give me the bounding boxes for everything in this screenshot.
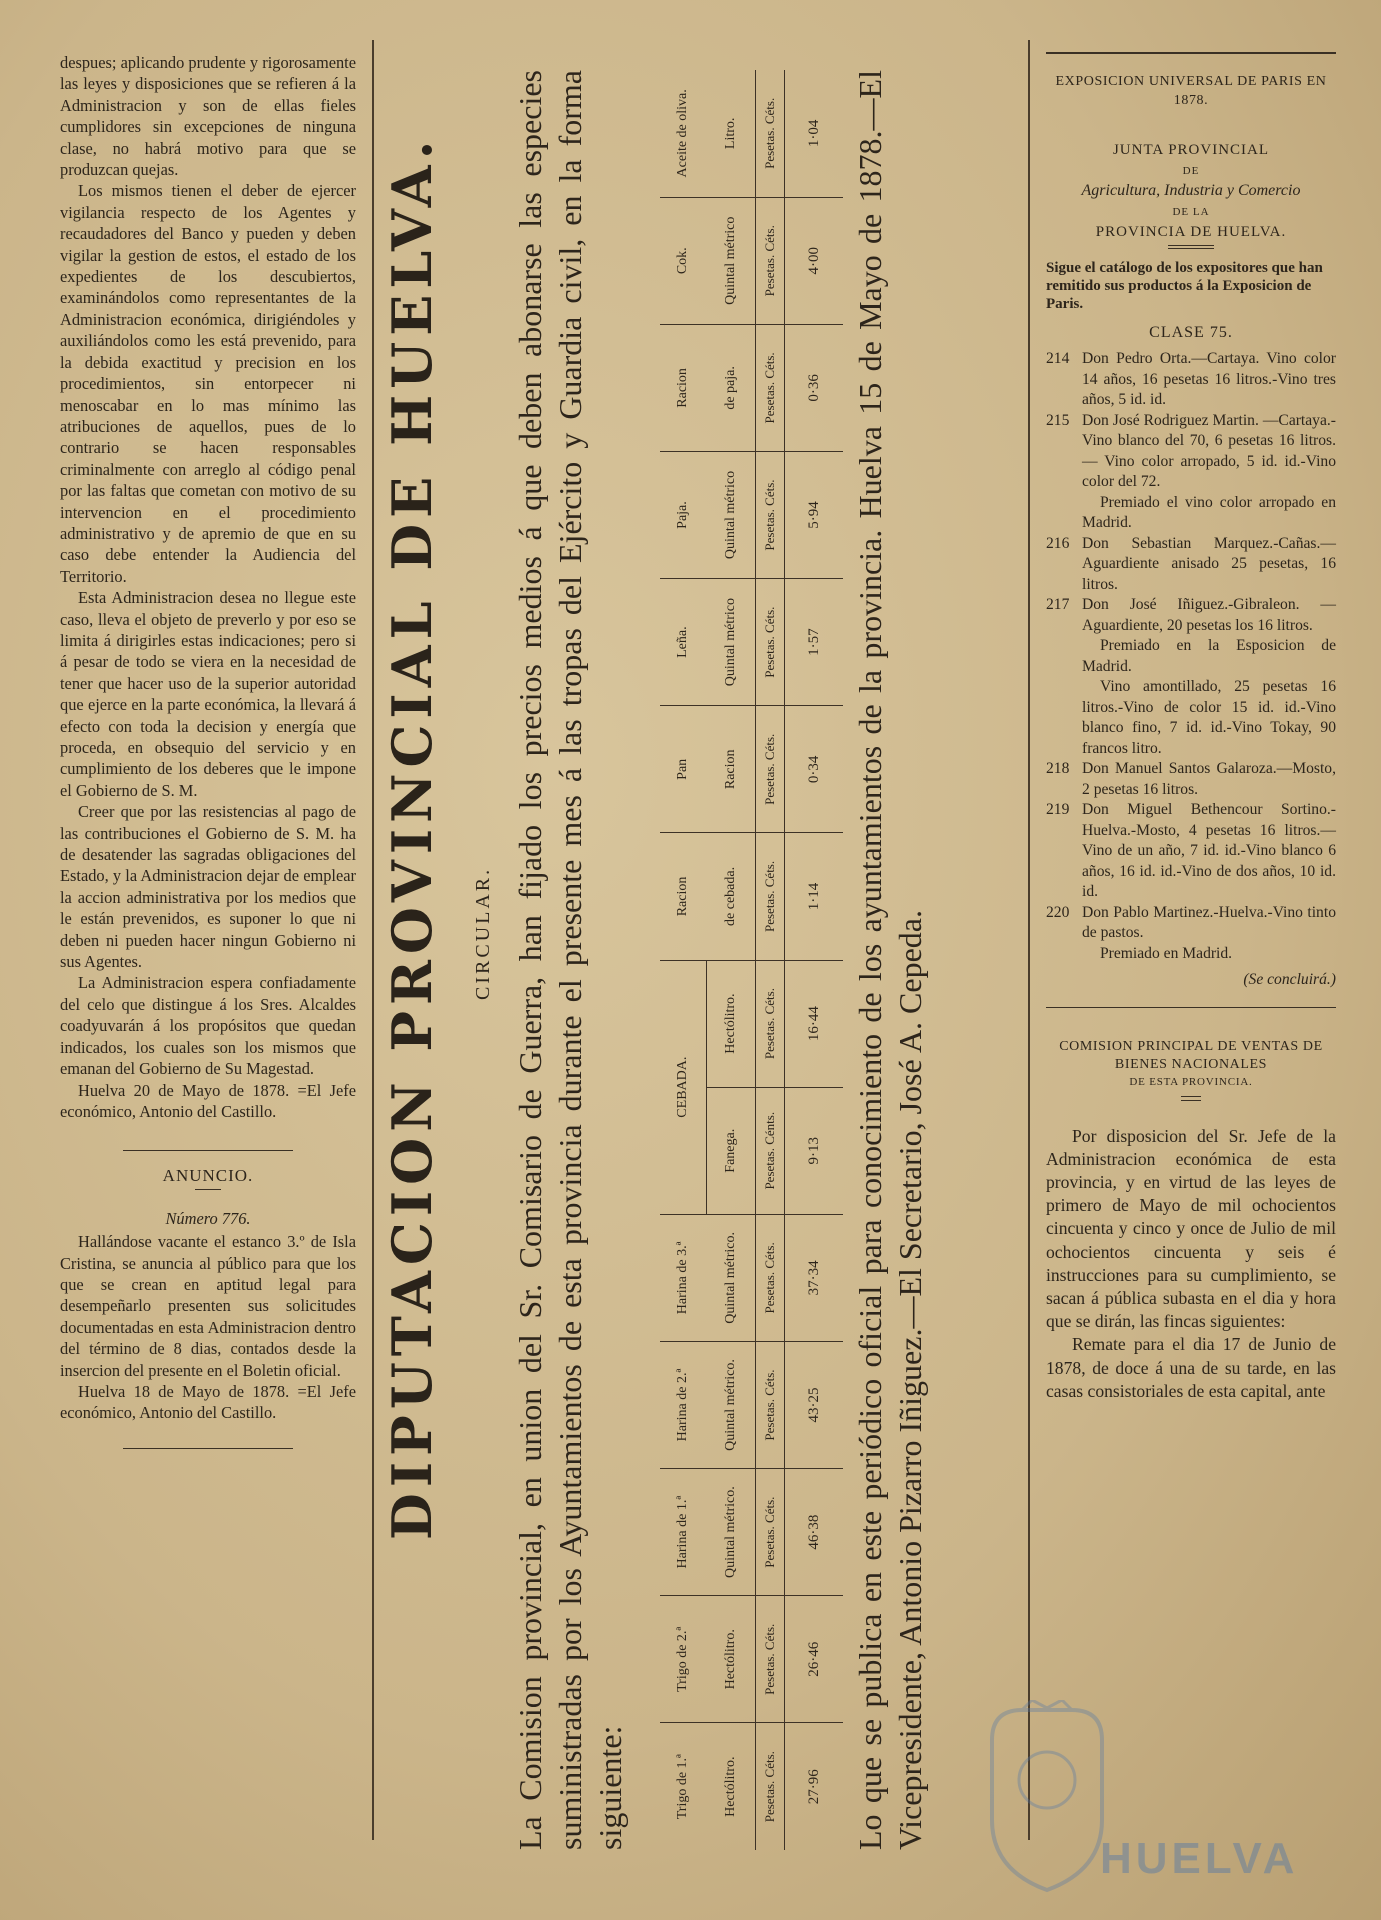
table-subheader: Pesetas. Céts. <box>756 70 785 197</box>
table-cell: 43·25 <box>785 1341 844 1468</box>
watermark-text: HUELVA <box>1100 1834 1299 1883</box>
entry-text: Don Pablo Martinez.-Huelva.-Vino tinto de pastos. <box>1082 903 1336 941</box>
entry-number: 214 <box>1046 350 1070 367</box>
signature: Huelva 20 de Mayo de 1878. =El Jefe económico, Antonio del Castillo. <box>60 1080 356 1121</box>
entry-text: Premiado el vino color arropado en Madrid. <box>1082 493 1336 531</box>
comision-title: COMISION PRINCIPAL DE VENTAS DE BIENES NACIONALES <box>1059 1038 1323 1072</box>
table-unit: Quintal métrico. <box>707 1214 756 1341</box>
junta-dela: DE LA <box>1172 205 1210 218</box>
table-subheader: Pesetas. Céts. <box>756 1723 785 1850</box>
table-subheader: Pesetas. Céts. <box>756 1469 785 1596</box>
comision-subtitle: DE ESTA PROVINCIA. <box>1129 1075 1253 1088</box>
list-item <box>1046 903 1336 965</box>
section-divider <box>1046 1007 1336 1008</box>
entry-number: 215 <box>1046 411 1070 429</box>
table-unit: de paja. <box>707 324 756 451</box>
table-unit: Hectólitro. <box>707 1596 756 1723</box>
table-header: Aceite de oliva. <box>660 70 707 197</box>
circular-block <box>370 60 1010 1860</box>
expo-title: EXPOSICION UNIVERSAL DE PARIS EN 1878. <box>1055 74 1327 108</box>
heading-dash <box>195 1189 221 1190</box>
table-header: Racion <box>660 324 707 451</box>
table-cell: 46·38 <box>785 1469 844 1596</box>
table-cell: 0·36 <box>785 324 844 451</box>
entry-text: Don José Iñiguez.-Gibraleon. —Aguardiente, 20 pesetas los 16 litros. <box>1082 596 1336 634</box>
table-unit: Hectólitro. <box>707 960 756 1087</box>
table-header: Cok. <box>660 197 707 324</box>
entry-number: 219 <box>1046 801 1070 818</box>
table-unit: Quintal métrico. <box>707 1341 756 1468</box>
anuncio-signature: Huelva 18 de Mayo de 1878. =El Jefe económico, Antonio del Castillo. <box>60 1381 356 1423</box>
table-cell: 27·96 <box>805 1769 822 1805</box>
right-column <box>1046 52 1336 1403</box>
entry-number: 218 <box>1046 760 1070 777</box>
table-subheader: Pesetas. Céts. <box>756 324 785 451</box>
paragraph: Remate para el dia 17 de Junio de 1878, de doce á una de su tarde, en las casas consistoriales de esta capital, ante <box>1046 1334 1336 1401</box>
table-cell: 26·46 <box>785 1596 844 1723</box>
table-cell: 9·13 <box>785 1087 844 1214</box>
table-header: Trigo de 1.ª <box>675 1754 691 1820</box>
entry-number: 220 <box>1046 903 1070 921</box>
anuncio-text: Hallándose vacante el estanco 3.º de Isla Cristina, se anuncia al público para que los que se crean en aptitud legal para desempeñarlo presenten sus solicitudes documentadas en esta Administracion dentro del término de 8 dias, contados desde la insercion del presente en el Boletin oficial. <box>60 1232 356 1380</box>
paragraph: La Administracion espera confiadamente del celo que distingue á los Sres. Alcaldes coadyuvarán á los propósitos que quedan indicados, los cuales son los mismos que emanan del Gobierno de Su Magestad. <box>60 973 356 1079</box>
junta-heading: JUNTA PROVINCIAL <box>1112 142 1270 158</box>
left-column <box>60 52 356 1463</box>
table-unit: Litro. <box>707 70 756 197</box>
list-item <box>1046 595 1336 759</box>
table-header: CEBADA. <box>660 960 707 1214</box>
entry-number: 217 <box>1046 596 1070 613</box>
paragraph: Los mismos tienen el deber de ejercer vigilancia respecto de los Agentes y recaudadores del Banco y pueden y deben vigilar la gestion de estos, el estado de los expedientes de los descubiertos, examinándolos como representantes de la Administracion económica, dirigiéndoles y auxiliándolos como les está prevenido, para la debida exactitud y precision en los procedimientos, sin entorpecer ni menoscabar en lo mas mínimo las atribuciones de aquellos, pues de lo contrario se hacen responsables criminalmente con arreglo al código penal por las faltas que cometan con motivo de su intervencion en el procedimiento administrativo y de apremio de que en su caso debe entender la Audiencia del Territorio. <box>60 181 356 586</box>
table-header: Trigo de 2.ª <box>660 1596 707 1723</box>
table-cell: 1·57 <box>785 579 844 706</box>
table-unit: Quintal métrico <box>707 579 756 706</box>
table-subheader: Pesetas. Céts. <box>756 833 785 960</box>
entry-text: Premiado en Madrid. <box>1100 944 1233 962</box>
table-header: Racion <box>660 833 707 960</box>
junta-provincia: PROVINCIA DE HUELVA. <box>1095 224 1287 240</box>
table-subheader: Pesetas. Céts. <box>756 960 785 1087</box>
paragraph: Creer que por las resistencias al pago de las contribuciones el Gobierno de S. M. ha de desatender las sagradas obligaciones del Estado, y la Administracion dejar de emplear la accion administrativa por los medios que le están prevenidos, es suponer lo que ni deben ni pueden hacer ningun Gobierno ni sus Agentes. <box>60 802 356 972</box>
table-header: Harina de 2.ª <box>660 1341 707 1468</box>
clase-heading: CLASE 75. <box>1149 323 1233 341</box>
list-item <box>1046 800 1336 903</box>
table-cell: 16·44 <box>785 960 844 1087</box>
circular-subtitle: CIRCULAR. <box>472 866 494 1000</box>
entry-number: 216 <box>1046 534 1070 552</box>
table-header: Harina de 3.ª <box>660 1214 707 1341</box>
ornament-divider <box>1168 245 1214 249</box>
list-item <box>1046 534 1336 596</box>
table-subheader: Pesetas. Céts. <box>756 706 785 833</box>
table-unit: Quintal métrico <box>707 451 756 578</box>
table-subheader: Pesetas. Céts. <box>756 1214 785 1341</box>
table-unit: Hectólitro. <box>722 1756 738 1817</box>
column-rule-right <box>1028 40 1030 1840</box>
table-unit: Racion <box>707 706 756 833</box>
page-title: DIPUTACION PROVINCIAL DE HUELVA. <box>380 134 444 1540</box>
table-cell: 0·34 <box>785 706 844 833</box>
conclude-note: (Se concluirá.) <box>1243 971 1336 988</box>
table-unit: Quintal métrico <box>707 197 756 324</box>
anuncio-number: Número 776. <box>165 1208 251 1228</box>
list-item <box>1046 759 1336 800</box>
table-unit: de cebada. <box>707 833 756 960</box>
catalog-intro: Sigue el catálogo de los expositores que han remitido sus productos á la Exposicion de Paris. <box>1046 259 1323 312</box>
junta-de: DE <box>1182 164 1200 177</box>
top-rule <box>1046 52 1336 54</box>
circular-intro: La Comision provincial, en union del Sr. Comisario de Guerra, han fijado los precios medios á que deben abonarse las especies suministradas por los Ayuntamientos de esta provincia durante el presente mes á las tropas del Ejército y Guardia civil, en la forma siguiente: <box>512 70 628 1850</box>
entry-text: Don Manuel Santos Galaroza.—Mosto, 2 pesetas 16 litros. <box>1082 760 1336 798</box>
prices-table <box>660 70 843 1850</box>
table-subheader: Pesetas. Céts. <box>756 451 785 578</box>
comision-body <box>1046 1125 1336 1403</box>
list-item <box>1046 411 1336 534</box>
anuncio-heading: ANUNCIO. <box>162 1166 254 1186</box>
equals-divider <box>1181 1096 1201 1101</box>
table-cell: 1·04 <box>785 70 844 197</box>
entry-text: Don Sebastian Marquez.-Cañas.—Aguardiente anisado 25 pesetas, 16 litros. <box>1082 534 1336 593</box>
table-subheader: Pesetas. Cénts. <box>756 1087 785 1214</box>
paragraph: Esta Administracion desea no llegue este caso, lleva el objeto de preverlo y por eso se limita á dirigirles estas indicaciones; pero si á pesar de todo se viera en la necesidad de tener que hacer uso de la superior autoridad que ejerce en la parte económica, la llevará á efecto con toda la decision y energía que proceda, en obsequio del servicio y en cumplimiento de los deberes que le impone el Gobierno de S. M. <box>60 588 356 800</box>
table-subheader: Pesetas. Céts. <box>756 1596 785 1723</box>
table-header: Paja. <box>660 451 707 578</box>
entry-text: Don José Rodriguez Martin. —Cartaya.-Vino blanco del 70, 6 pesetas 16 litros.— Vino color arropado, 5 id. id.-Vino color del 72. <box>1082 411 1336 490</box>
table-subheader: Pesetas. Céts. <box>756 579 785 706</box>
table-subheader: Pesetas. Céts. <box>756 1341 785 1468</box>
list-item <box>1046 349 1336 411</box>
table-unit: Fanega. <box>707 1087 756 1214</box>
paragraph: despues; aplicando prudente y rigorosamente las leyes y disposiciones que se refieren á la Administracion y son de ellas fieles cumplidores sin excepciones de ninguna clase, no habrá motivo para que se produzcan quejas. <box>60 53 356 180</box>
table-cell: 5·94 <box>785 451 844 578</box>
table-cell: 1·14 <box>785 833 844 960</box>
circular-footer: Lo que se publica en este periódico oficial para conocimiento de los ayuntamientos de la provincia. Huelva 15 de Mayo de 1878.—El Vicepresidente, Antonio Pizarro Iñiguez.—El Secretario, José A. Cepeda. <box>852 70 928 1850</box>
paragraph: Por disposicion del Sr. Jefe de la Administracion económica de esta provincia, y en virtud de las leyes de primero de Mayo de mil ochocientos cincuenta y cinco y once de Julio de mil ochocientos cincuenta y seis é instrucciones para su cumplimiento, se sacan á pública subasta en el dia y hora que se dirán, las fincas siguientes: <box>1046 1125 1336 1332</box>
entry-text: Don Miguel Bethencour Sortino.-Huelva.-Mosto, 4 pesetas 16 litros.—Vino de un año, 7 id. id.-Vino blanco 6 años, 16 id. id.-Vino de dos años, 10 id. id. <box>1082 801 1336 900</box>
table-header: Pan <box>660 706 707 833</box>
section-divider <box>123 1150 293 1151</box>
junta-agri: Agricultura, Industria y Comercio <box>1081 182 1301 199</box>
table-cell: 37·34 <box>785 1214 844 1341</box>
table-unit: Quintal métrico. <box>707 1469 756 1596</box>
table-cell: 4·00 <box>785 197 844 324</box>
entry-text: Premiado en la Esposicion de Madrid. <box>1082 637 1336 675</box>
section-divider <box>123 1448 293 1449</box>
table-subheader: Pesetas. Céts. <box>756 197 785 324</box>
entry-text: Vino amontillado, 25 pesetas 16 litros.-Vino de color 15 id. id.-Vino blanco fino, 7 id. id.-Vino Tokay, 90 francos litro. <box>1082 678 1336 757</box>
entry-text: Don Pedro Orta.—Cartaya. Vino color 14 años, 16 pesetas 16 litros.-Vino tres años, 5 id. id. <box>1082 350 1336 408</box>
table-header: Harina de 1.ª <box>660 1469 707 1596</box>
table-header: Leña. <box>660 579 707 706</box>
